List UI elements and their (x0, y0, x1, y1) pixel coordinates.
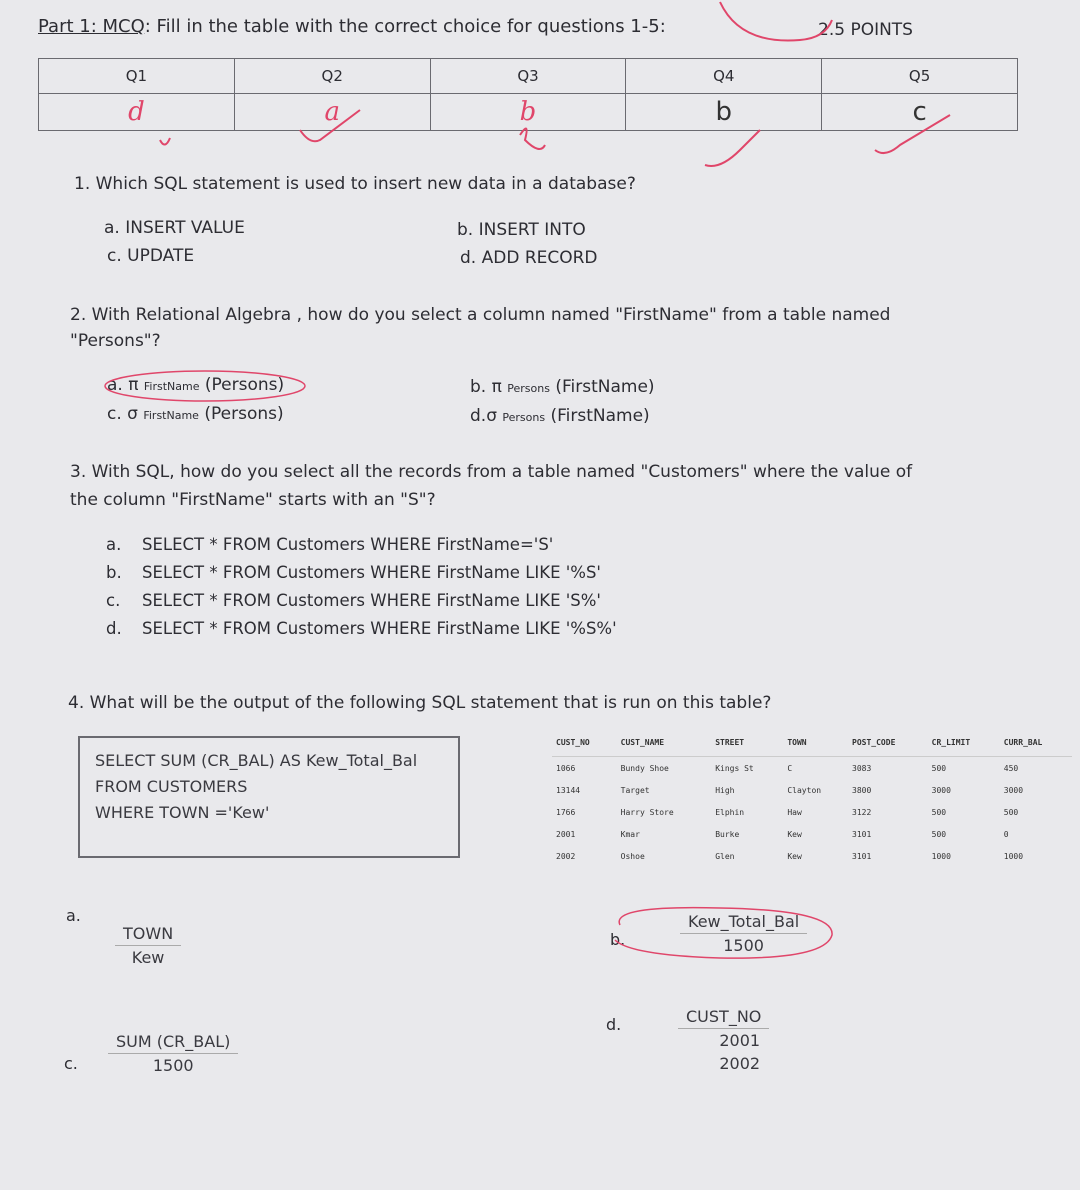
cell: 450 (1003, 763, 1019, 773)
col-post-code: POST_CODE (848, 735, 928, 757)
cell: 1000 (931, 851, 951, 861)
q3-option-a (106, 535, 553, 554)
q4-c-header: SUM (CR_BAL) (108, 1030, 238, 1054)
q2-b-arg: (FirstName) (555, 377, 655, 397)
q2-c-arg: (Persons) (204, 404, 284, 424)
cell: Target (620, 785, 650, 795)
q1-option-a: a. INSERT VALUE (104, 218, 245, 238)
sql-line-1: SELECT SUM (CR_BAL) AS Kew_Total_Bal (95, 751, 418, 770)
q4-letter-d: d. (606, 1015, 622, 1034)
header-q4: Q4 (626, 59, 822, 94)
q1-question: 1. Which SQL statement is used to insert new data in a database? (74, 174, 636, 194)
cell: 2002 (556, 851, 576, 861)
cell: Kmar (620, 829, 640, 839)
cell: Clayton (787, 785, 822, 795)
table-row (552, 801, 1072, 823)
sql-line-2: FROM CUSTOMERS (95, 777, 248, 796)
q4-c-value: 1500 (152, 1056, 194, 1075)
instruction-text: : Fill in the table with the correct choice for questions 1-5: (144, 16, 666, 37)
answer-q3: b (430, 94, 626, 131)
q3-option-c (106, 591, 601, 610)
cell: 3000 (1003, 785, 1024, 795)
q2-a-circle-mark (100, 368, 310, 404)
cell: Kew (787, 851, 802, 861)
q3-text-c: SELECT * FROM Customers WHERE FirstName LIKE 'S%' (142, 591, 601, 610)
q3-option-d (106, 619, 617, 638)
q4-d-value-1: 2001 (719, 1031, 761, 1050)
q4-letter-c: c. (64, 1054, 78, 1073)
q4-a-value: Kew (131, 948, 165, 967)
answer-q2: a (234, 94, 430, 131)
col-street: STREET (711, 735, 783, 757)
cell: 0 (1003, 829, 1009, 839)
table-row (552, 823, 1072, 845)
col-town: TOWN (783, 735, 848, 757)
cell: Harry Store (620, 807, 674, 817)
part-label: Part 1: MCQ (38, 16, 145, 37)
q2-b-prefix: b. π (470, 377, 502, 397)
q1-option-d: d. ADD RECORD (460, 248, 598, 268)
q3-text-b: SELECT * FROM Customers WHERE FirstName LIKE '%S' (142, 563, 601, 582)
q2-a-prefix: a. π (107, 375, 139, 395)
cell: C (787, 763, 793, 773)
q4-d-header: CUST_NO (678, 1005, 769, 1029)
q3-text-a: SELECT * FROM Customers WHERE FirstName='S' (142, 535, 554, 554)
q4-d-value-2: 2002 (719, 1054, 761, 1073)
q2-option-d (470, 406, 650, 426)
q3-question-line2: the column "FirstName" starts with an "S"? (70, 490, 436, 510)
q2-option-c (107, 404, 284, 424)
cell: 500 (1003, 807, 1019, 817)
q2-option-b (470, 377, 655, 397)
cell: 3101 (852, 829, 872, 839)
grader-arc-mark (700, 0, 840, 50)
cell: 3000 (931, 785, 951, 795)
q2-c-sub: FirstName (143, 409, 199, 422)
q4-letter-b: b. (610, 930, 626, 949)
cell: High (715, 785, 735, 795)
cell: 1000 (1003, 851, 1024, 861)
cell: 500 (931, 807, 947, 817)
header-q2: Q2 (234, 59, 430, 94)
cell: 2001 (556, 829, 576, 839)
col-cust-no: CUST_NO (552, 735, 617, 757)
q2-a-sub: FirstName (143, 380, 200, 393)
points-label: 2.5 POINTS (818, 20, 913, 40)
q3-question-line1: 3. With SQL, how do you select all the records from a table named "Customers" where the value of (70, 462, 913, 482)
q4-b-header: Kew_Total_Bal (680, 910, 807, 934)
q2-d-prefix: d.σ (470, 406, 497, 426)
cell: Glen (715, 851, 735, 861)
cell: Burke (715, 829, 740, 839)
q3-option-b (106, 563, 601, 582)
q4-option-d-table (678, 1005, 769, 1075)
cell: Kings St (715, 763, 754, 773)
table-row (552, 845, 1072, 867)
part-title (38, 16, 666, 37)
cell: 500 (931, 763, 947, 773)
cell: Bundy Shoe (620, 763, 669, 773)
col-cust-name: CUST_NAME (617, 735, 712, 757)
q4-b-circle-mark (590, 900, 840, 970)
customers-table (552, 735, 1072, 867)
cell: 13144 (556, 785, 581, 795)
q1-option-b: b. INSERT INTO (457, 220, 586, 240)
sql-line-3: WHERE TOWN ='Kew' (95, 803, 270, 822)
q2-d-sub: Persons (502, 411, 546, 424)
table-row (552, 779, 1072, 801)
col-curr-bal: CURR_BAL (1000, 735, 1072, 757)
q4-b-value: 1500 (723, 936, 764, 955)
q2-question-line1: 2. With Relational Algebra , how do you select a column named "FirstName" from a table named (70, 305, 891, 325)
cell: 3122 (852, 807, 872, 817)
q4-letter-a: a. (66, 906, 81, 925)
header-q1: Q1 (39, 59, 235, 94)
col-cr-limit: CR_LIMIT (928, 735, 1000, 757)
header-q5: Q5 (822, 59, 1018, 94)
answer-q1: d (39, 94, 235, 131)
answer-q4: b (626, 94, 822, 131)
cell: Elphin (715, 807, 745, 817)
grading-marks (0, 100, 1080, 180)
q3-letter-b: b. (106, 563, 122, 582)
q1-option-c: c. UPDATE (107, 246, 195, 266)
header-q3: Q3 (430, 59, 626, 94)
q4-option-c-table (108, 1030, 238, 1077)
cell: 3083 (852, 763, 872, 773)
q2-d-arg: (FirstName) (550, 406, 650, 426)
q2-c-prefix: c. σ (107, 404, 138, 424)
sql-statement-box (78, 736, 460, 858)
cell: 3800 (852, 785, 872, 795)
q4-a-header: TOWN (115, 922, 181, 946)
q3-letter-a: a. (106, 535, 122, 554)
q2-a-arg: (Persons) (204, 375, 285, 395)
q3-letter-d: d. (106, 619, 122, 638)
cell: 1066 (556, 763, 576, 773)
customers-header-row (552, 735, 1072, 757)
cell: Haw (787, 807, 802, 817)
q2-question-line2: "Persons"? (70, 331, 161, 351)
q3-text-d: SELECT * FROM Customers WHERE FirstName LIKE '%S%' (142, 619, 617, 638)
q3-letter-c: c. (106, 591, 121, 610)
table-row (552, 757, 1072, 780)
answer-q5: c (822, 94, 1018, 131)
q4-option-a-table (115, 922, 181, 969)
cell: Oshoe (620, 851, 645, 861)
cell: 500 (931, 829, 947, 839)
cell: 3101 (852, 851, 872, 861)
cell: Kew (787, 829, 802, 839)
cell: 1766 (556, 807, 576, 817)
q4-question: 4. What will be the output of the following SQL statement that is run on this table? (68, 693, 772, 713)
q2-b-sub: Persons (507, 382, 550, 395)
